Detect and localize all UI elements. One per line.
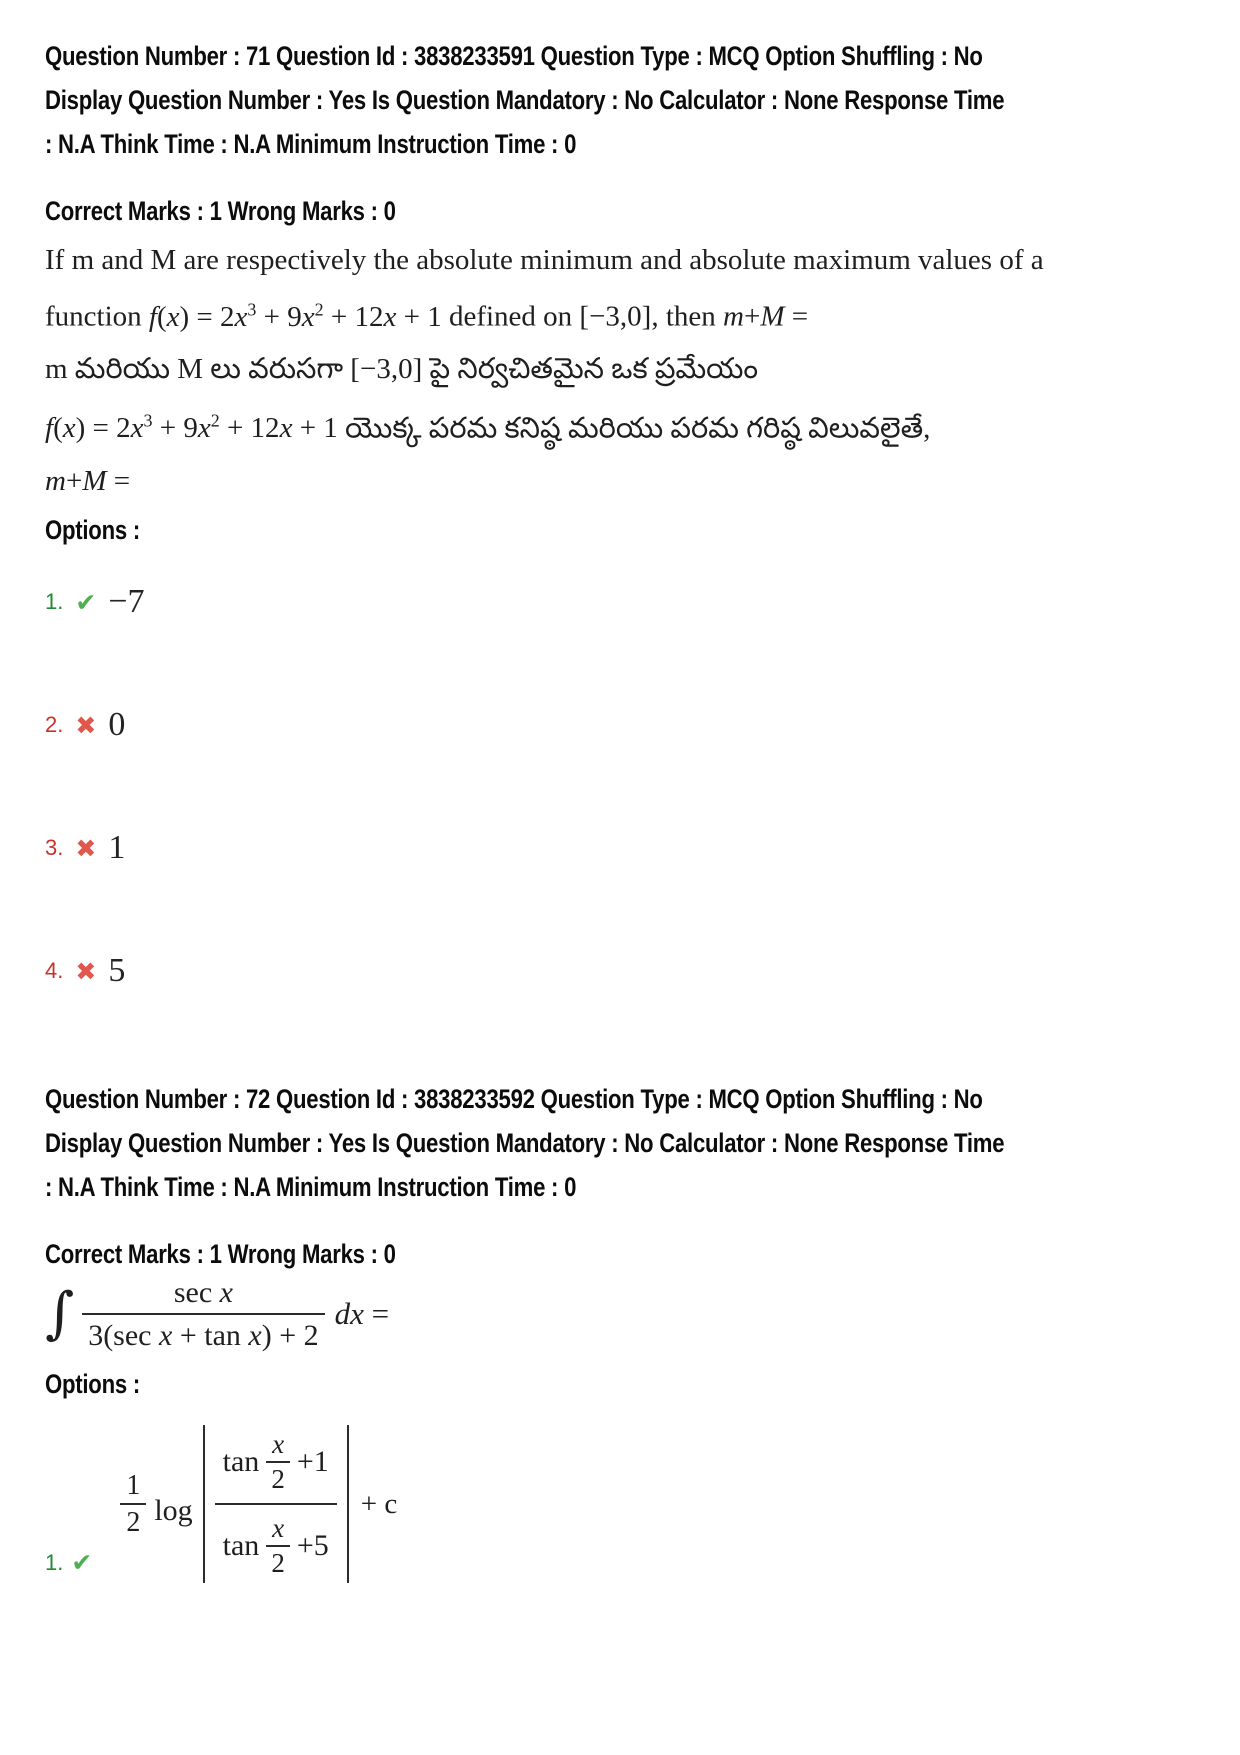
option-number: 1. <box>45 589 64 615</box>
question-71-text-telugu-line1: m మరియు M లు వరుసగా [−3,0] పై నిర్వచితమైన ఒక ప్రమేయం <box>45 352 759 385</box>
two-denominator: 2 <box>271 1548 285 1579</box>
question-71-english-prefix: function <box>45 300 149 333</box>
option-row-1 <box>45 1425 1212 1583</box>
integral-numerator: sec x <box>82 1277 324 1315</box>
question-71-options <box>45 585 1212 988</box>
option-row-1 <box>45 585 1212 619</box>
option-label-group <box>45 1548 93 1578</box>
metadata-line-2: Display Question Number : Yes Is Question Mandatory : No Calculator : None Response Time <box>45 1128 1005 1159</box>
option-number: 1. <box>45 1549 64 1575</box>
x-numerator: x <box>266 1431 290 1463</box>
plus-five: +5 <box>296 1529 329 1563</box>
option-value: 5 <box>108 952 126 990</box>
question-71-m-plus-M-line <box>45 463 1212 499</box>
m-plus-M-formula: m+M = <box>723 300 809 333</box>
tan-label: tan <box>222 1445 260 1479</box>
question-71-text-telugu-line2 <box>45 400 1212 450</box>
metadata-line-3: : N.A Think Time : N.A Minimum Instruction Time : 0 <box>45 1172 577 1203</box>
question-72-options-label: Options : <box>45 1369 140 1400</box>
option-row-3 <box>45 831 1212 865</box>
log-label: log <box>154 1494 193 1528</box>
wrong-cross-icon: ✖ <box>75 710 97 740</box>
half-denominator: 2 <box>126 1507 141 1539</box>
m-plus-M-formula: m+M = <box>45 465 131 498</box>
x-numerator: x <box>266 1515 290 1547</box>
question-71-english-mid: defined on [−3,0], then <box>441 300 724 333</box>
x-over-2-fraction <box>266 1431 290 1493</box>
tan-ratio-fraction <box>215 1431 337 1577</box>
fx-cubic-formula: $f(x) = 2x^3 + 9x^2 + 12x + 1$ <box>148 299 442 333</box>
option-value: 1 <box>108 829 126 867</box>
one-half-fraction <box>120 1471 146 1537</box>
option-number: 2. <box>45 712 64 738</box>
integral-dx-equals: dx = <box>334 1296 390 1332</box>
question-72-integral-formula <box>45 1275 1212 1353</box>
metadata-line-3: : N.A Think Time : N.A Minimum Instruction Time : 0 <box>45 129 577 159</box>
question-71-metadata <box>45 34 1212 166</box>
option-1-answer-formula <box>120 1425 397 1583</box>
option-row-2 <box>45 708 1212 742</box>
integral-denominator: 3(sec x + tan x) + 2 <box>88 1319 319 1353</box>
question-71-text-english-line2 <box>45 288 1212 338</box>
absolute-value-fraction <box>203 1425 349 1583</box>
tan-ratio-numerator <box>215 1431 337 1505</box>
integral-sign: ∫ <box>45 1281 75 1347</box>
two-denominator: 2 <box>271 1464 285 1495</box>
fx-cubic-formula: $f(x) = 2x^3 + 9x^2 + 12x + 1$ <box>45 410 338 445</box>
question-72-marks: Correct Marks : 1 Wrong Marks : 0 <box>45 1239 396 1270</box>
metadata-line-1: Question Number : 71 Question Id : 3838233591 Question Type : MCQ Option Shuffling : No <box>45 41 983 71</box>
half-numerator: 1 <box>120 1471 146 1505</box>
option-value: 0 <box>108 706 126 744</box>
option-number: 4. <box>45 958 64 984</box>
wrong-cross-icon: ✖ <box>75 956 97 986</box>
metadata-line-2: Display Question Number : Yes Is Question Mandatory : No Calculator : None Response Time <box>45 85 1005 115</box>
question-71-options-label: Options : <box>45 515 140 546</box>
plus-one: +1 <box>296 1445 329 1479</box>
plus-c-constant: + c <box>360 1487 398 1520</box>
question-72-metadata <box>45 1077 1212 1209</box>
metadata-line-1: Question Number : 72 Question Id : 3838233592 Question Type : MCQ Option Shuffling : No <box>45 1084 983 1115</box>
question-71-text-english-line1: If m and M are respectively the absolute minimum and absolute maximum values of a <box>45 244 1044 276</box>
question-71-marks: Correct Marks : 1 Wrong Marks : 0 <box>45 196 396 226</box>
integral-fraction <box>82 1277 324 1351</box>
wrong-cross-icon: ✖ <box>75 833 97 863</box>
tan-ratio-denominator <box>215 1505 337 1577</box>
option-number: 3. <box>45 835 64 861</box>
option-row-4 <box>45 954 1212 988</box>
question-72 <box>45 1077 1212 1583</box>
option-value: −7 <box>108 583 145 621</box>
question-71 <box>45 34 1212 988</box>
x-over-2-fraction <box>266 1515 290 1577</box>
correct-check-icon: ✔ <box>71 1548 93 1578</box>
question-71-telugu-suffix: యొక్క పరమ కనిష్ఠ మరియు పరమ గరిష్ఠ విలువలైతే, <box>337 412 931 445</box>
correct-check-icon: ✔ <box>75 587 97 617</box>
tan-label: tan <box>222 1529 260 1563</box>
